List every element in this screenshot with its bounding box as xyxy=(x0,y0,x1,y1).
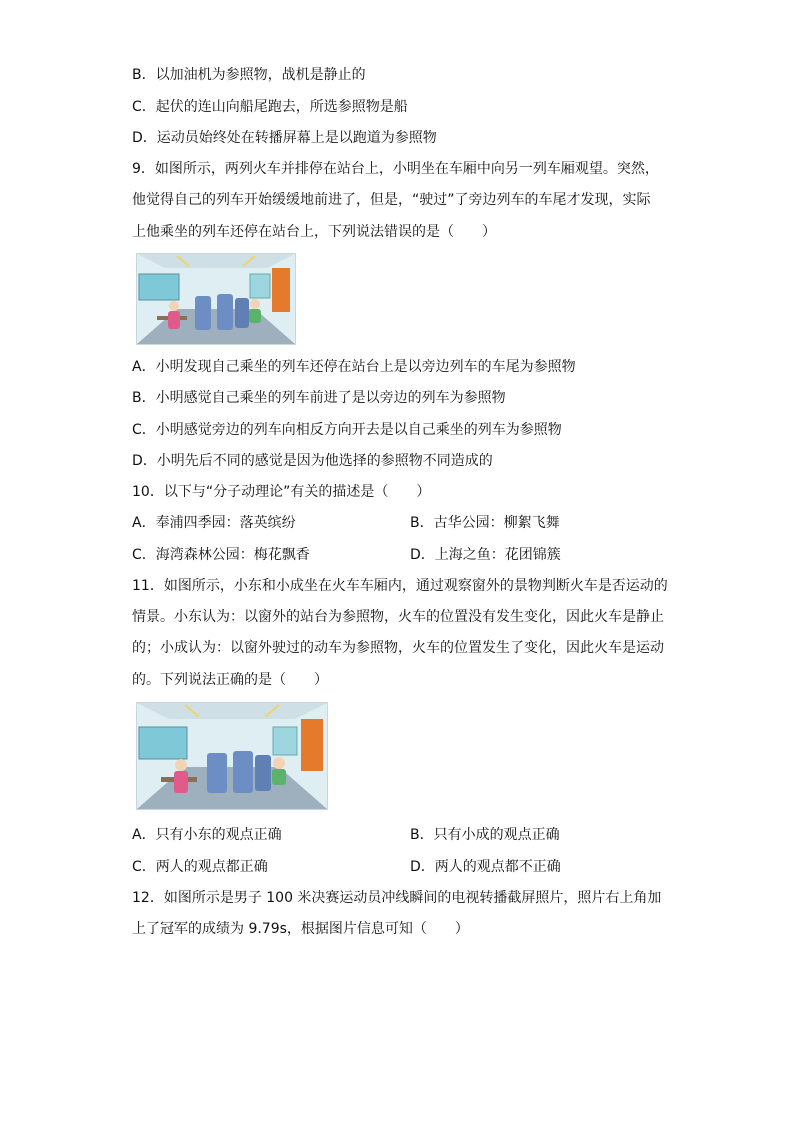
q11-stem-line2: 情景。小东认为：以窗外的站台为参照物，火车的位置没有发生变化，因此火车是静止 xyxy=(132,609,664,625)
q10-option-c: C．海湾森林公园：梅花飘香 xyxy=(132,547,310,563)
q12-stem-line1: 12．如图所示是男子 100 米决赛运动员冲线瞬间的电视转播截屏照片，照片右上角加 xyxy=(132,890,662,906)
q11-train-illustration xyxy=(136,702,328,810)
q11-option-c: C．两人的观点都正确 xyxy=(132,859,268,875)
q10-option-b: B．古华公园：柳絮飞舞 xyxy=(410,515,560,531)
q9-stem-line2: 他觉得自己的列车开始缓缓地前进了，但是，“驶过”了旁边列车的车尾才发现，实际 xyxy=(132,192,651,208)
q11-option-a: A．只有小东的观点正确 xyxy=(132,827,282,843)
q11-stem-line3: 的；小成认为：以窗外驶过的动车为参照物，火车的位置发生了变化，因此火车是运动 xyxy=(132,640,664,656)
q10-stem: 10．以下与“分子动理论”有关的描述是（ ） xyxy=(132,484,431,500)
q8-option-d: D．运动员始终处在转播屏幕上是以跑道为参照物 xyxy=(132,130,437,146)
q8-option-c: C．起伏的连山向船尾跑去，所选参照物是船 xyxy=(132,99,408,115)
q9-option-b: B．小明感觉自己乘坐的列车前进了是以旁边的列车为参照物 xyxy=(132,390,506,406)
q11-option-d: D．两人的观点都不正确 xyxy=(410,859,561,875)
q11-option-b: B．只有小成的观点正确 xyxy=(410,827,560,843)
q10-option-a: A．奉浦四季园：落英缤纷 xyxy=(132,515,296,531)
q9-option-c: C．小明感觉旁边的列车向相反方向开去是以自己乘坐的列车为参照物 xyxy=(132,422,562,438)
q11-stem-line1: 11．如图所示，小东和小成坐在火车车厢内，通过观察窗外的景物判断火车是否运动的 xyxy=(132,578,668,594)
q9-option-d: D．小明先后不同的感觉是因为他选择的参照物不同造成的 xyxy=(132,453,493,469)
train-interior-image xyxy=(137,254,295,344)
q11-stem-line4: 的。下列说法正确的是（ ） xyxy=(132,672,328,688)
q12-stem-line2: 上了冠军的成绩为 9.79s，根据图片信息可知（ ） xyxy=(132,921,469,937)
q9-stem-line3: 上他乘坐的列车还停在站台上，下列说法错误的是（ ） xyxy=(132,224,496,240)
q9-option-a: A．小明发现自己乘坐的列车还停在站台上是以旁边列车的车尾为参照物 xyxy=(132,359,576,375)
q9-train-illustration xyxy=(136,253,296,345)
q9-stem-line1: 9．如图所示，两列火车并排停在站台上，小明坐在车厢中向另一列车厢观望。突然， xyxy=(132,161,659,177)
q8-option-b: B．以加油机为参照物，战机是静止的 xyxy=(132,67,366,83)
q10-option-d: D．上海之鱼：花团锦簇 xyxy=(410,547,561,563)
train-interior-image-2 xyxy=(137,703,327,809)
